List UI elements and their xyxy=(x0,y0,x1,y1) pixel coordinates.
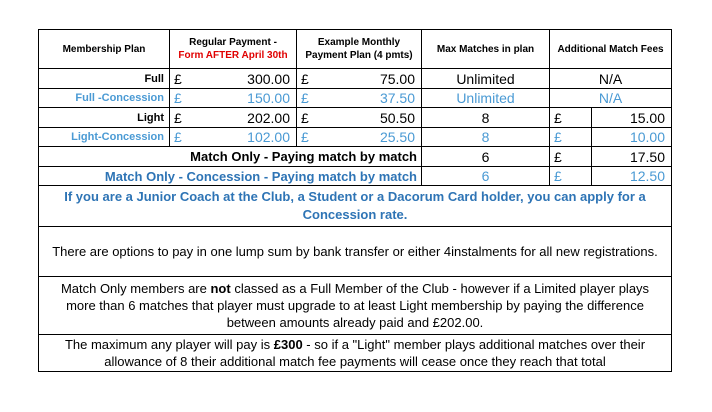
additional-fee-amount: 15.00 xyxy=(629,109,665,126)
match-only-note: Match Only members are not classed as a Full Member of the Club - however if a Limited player plays more than 6 matches that player must upgrade to at least Light membership by paying the difference between amounts already paid and £202.00. xyxy=(38,276,672,334)
match-only-concession-label: Match Only - Concession - Paying match by match xyxy=(39,167,422,185)
additional-fee-cell: £ xyxy=(550,147,592,166)
additional-fee-cell: £ xyxy=(550,108,592,127)
plan-name: Light xyxy=(39,108,170,127)
table-row xyxy=(38,107,672,127)
table-row xyxy=(38,68,672,88)
membership-fees-table xyxy=(38,29,672,372)
monthly-payment-cell: £ 37.50 xyxy=(297,89,422,107)
plan-name: Full xyxy=(39,69,170,88)
header-example-monthly: Example Monthly Payment Plan (4 pmts) xyxy=(297,30,422,68)
plan-name: Full -Concession xyxy=(39,89,170,107)
plan-name: Light-Concession xyxy=(39,128,170,146)
max-matches-cell: 8 xyxy=(422,128,550,146)
table-row xyxy=(38,166,672,185)
header-membership-plan: Membership Plan xyxy=(39,30,170,68)
additional-fee-cell: N/A xyxy=(598,90,623,106)
max-matches-cell: Unlimited xyxy=(422,69,550,88)
max-matches-cell: 6 xyxy=(422,147,550,166)
monthly-payment-cell: £ 75.00 xyxy=(297,69,422,88)
regular-payment-cell: £ 202.00 xyxy=(170,108,297,127)
header-additional-fees: Additional Match Fees xyxy=(557,43,664,55)
additional-fee-amount: 10.00 xyxy=(629,129,665,145)
monthly-payment-cell: £ 50.50 xyxy=(297,108,422,127)
table-row xyxy=(38,127,672,146)
table-header-row xyxy=(38,29,672,68)
concession-note: If you are a Junior Coach at the Club, a Student or a Dacorum Card holder, you can apply for a Concession rate. xyxy=(38,185,672,226)
additional-fee-amount: 12.50 xyxy=(629,168,665,184)
max-matches-cell: 8 xyxy=(422,108,550,127)
max-payment-note: The maximum any player will pay is £300 - so if a "Light" member plays additional matches over their allowance of 8 their additional match fee payments will cease once they reach that total xyxy=(38,334,672,372)
table-row xyxy=(38,146,672,166)
regular-payment-cell: £ 102.00 xyxy=(170,128,297,146)
regular-payment-cell: £ 150.00 xyxy=(170,89,297,107)
regular-payment-cell: £ 300.00 xyxy=(170,69,297,88)
header-regular-payment: Regular Payment - Form AFTER April 30th xyxy=(170,30,297,68)
header-max-matches: Max Matches in plan xyxy=(422,30,550,68)
payment-options-note: There are options to pay in one lump sum by bank transfer or either 4instalments for all new registrations. xyxy=(38,226,672,276)
match-only-label: Match Only - Paying match by match xyxy=(39,147,422,166)
additional-fee-amount: 17.50 xyxy=(629,148,665,165)
additional-fee-cell: N/A xyxy=(598,70,623,87)
additional-fee-cell: £ xyxy=(550,167,592,185)
table-row xyxy=(38,88,672,107)
additional-fee-cell: £ xyxy=(550,128,592,146)
max-matches-cell: Unlimited xyxy=(422,89,550,107)
max-matches-cell: 6 xyxy=(422,167,550,185)
monthly-payment-cell: £ 25.50 xyxy=(297,128,422,146)
